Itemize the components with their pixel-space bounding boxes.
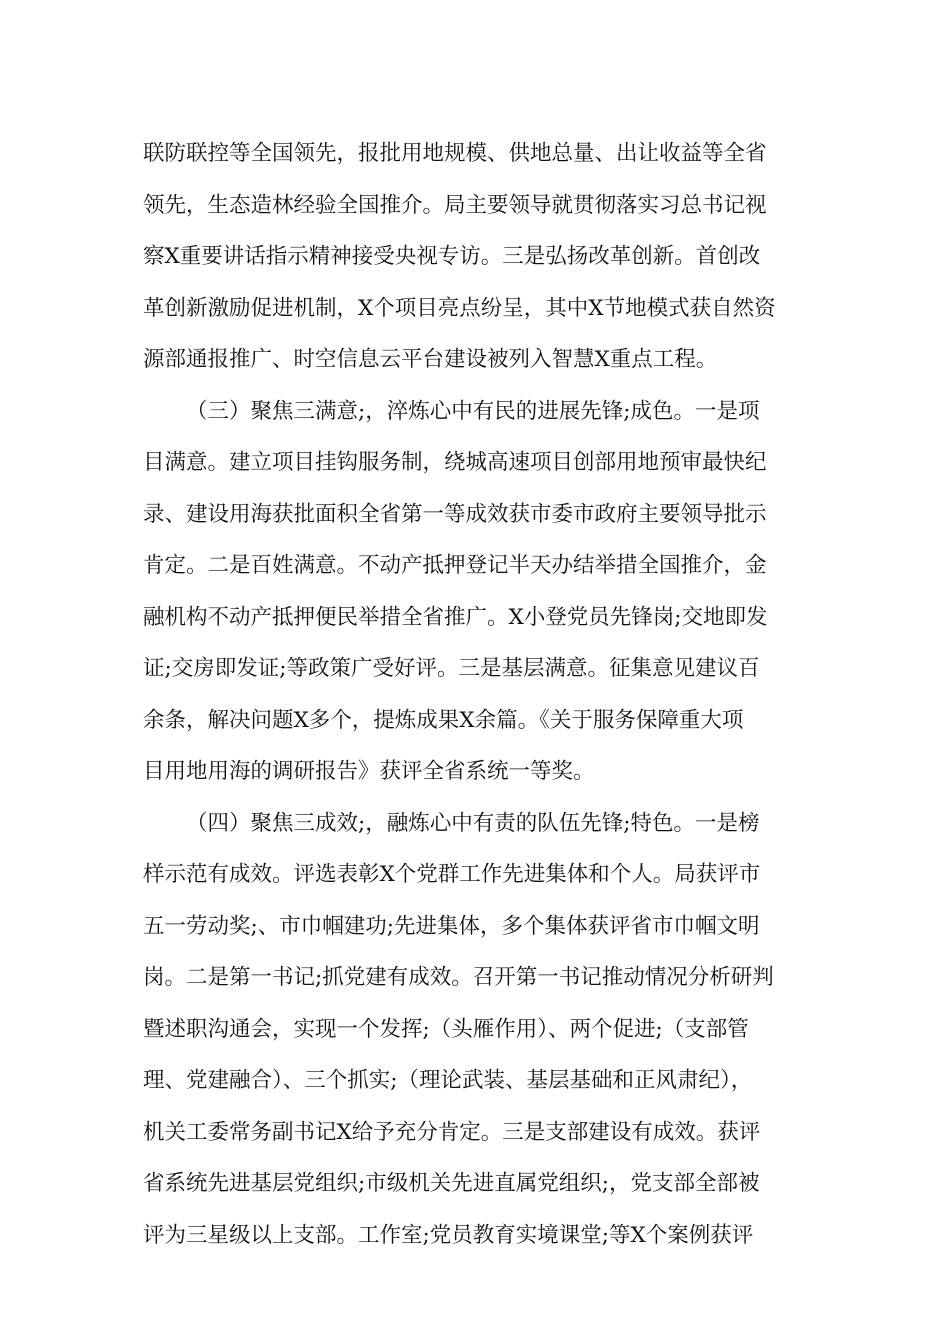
text-line: 肯定。二是百姓满意。不动产抵押登记半天办结举措全国推介，金 bbox=[143, 553, 767, 578]
text-line: 目满意。建立项目挂钩服务制，绕城高速项目创部用地预审最快纪 bbox=[143, 450, 767, 475]
text-line: 领先，生态造林经验全国推介。局主要领导就贯彻落实习总书记视 bbox=[143, 192, 767, 218]
text-line: 机关工委常务副书记X给予充分肯定。三是支部建设有成效。获评 bbox=[143, 1119, 761, 1145]
text-line: 余条，解决问题X多个，提炼成果X余篇。《关于服务保障重大项 bbox=[143, 707, 744, 733]
text-line: 源部通报推广、时空信息云平台建设被列入智慧X重点工程。 bbox=[143, 347, 718, 372]
section-heading-four: （四）聚焦三成效;，融炼心中有责的队伍先锋;特色。一是榜 bbox=[186, 810, 760, 836]
text-line: 录、建设用海获批面积全省第一等成效获市委市政府主要领导批示 bbox=[143, 501, 767, 527]
document-body bbox=[143, 128, 813, 1261]
text-line: 省系统先进基层党组织;市级机关先进直属党组织;，党支部全部被 bbox=[143, 1171, 760, 1196]
text-line: 暨述职沟通会，实现一个发挥;（头雁作用）、两个促进;（支部管 bbox=[143, 1016, 749, 1042]
text-line: 目用地用海的调研报告》获评全省系统一等奖。 bbox=[143, 759, 595, 784]
text-line: 岗。二是第一书记;抓党建有成效。召开第一书记推动情况分析研判 bbox=[143, 965, 774, 990]
section-heading-three: （三）聚焦三满意;，淬炼心中有民的进展先锋;成色。一是项 bbox=[186, 398, 760, 424]
text-line: 理、党建融合）、三个抓实;（理论武装、基层基础和正风肃纪）， bbox=[143, 1068, 753, 1093]
text-line: 证;交房即发证;等政策广受好评。三是基层满意。征集意见建议百 bbox=[143, 656, 760, 681]
text-line: 察X重要讲话指示精神接受央视专访。三是弘扬改革创新。首创改 bbox=[143, 244, 761, 269]
text-line: 样示范有成效。评选表彰X个党群工作先进集体和个人。局获评市 bbox=[143, 862, 761, 887]
text-line: 评为三星级以上支部。工作室;党员教育实境课堂;等X个案例获评 bbox=[143, 1222, 754, 1248]
text-line: 革创新激励促进机制，X个项目亮点纷呈，其中X节地模式获自然资 bbox=[143, 295, 776, 321]
text-line: 五一劳动奖;、市巾帼建功;先进集体，多个集体获评省市巾帼文明 bbox=[143, 913, 760, 939]
text-line: 联防联控等全国领先，报批用地规模、供地总量、出让收益等全省 bbox=[143, 141, 767, 166]
text-line: 融机构不动产抵押便民举措全省推广。X小登党员先锋岗;交地即发 bbox=[143, 604, 768, 630]
